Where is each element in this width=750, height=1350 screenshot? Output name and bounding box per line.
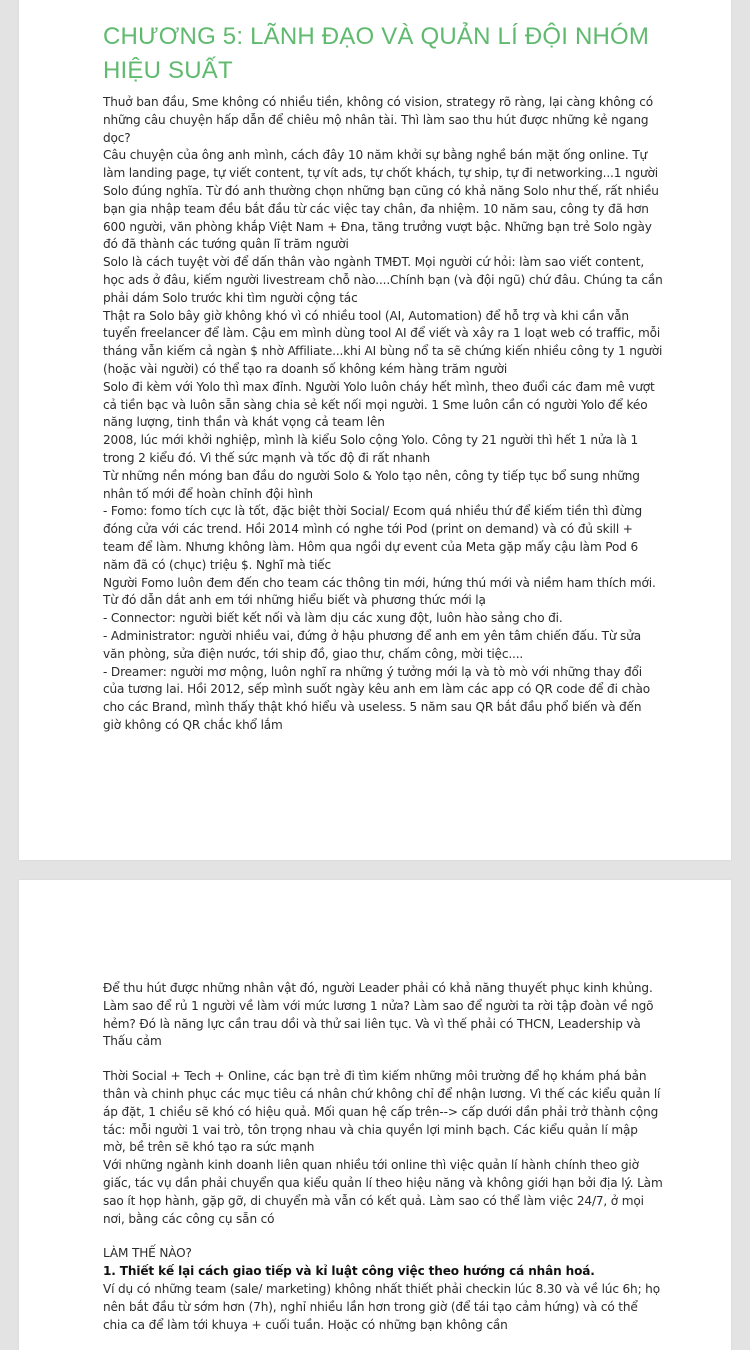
- paragraph-gap: [103, 1051, 663, 1068]
- page-2-content: [103, 980, 663, 1334]
- paragraph: Với những ngành kinh doanh liên quan nhiều tới online thì việc quản lí hành chính theo giờ giấc, tác vụ dần phải chuyển qua kiểu quản lí theo hiệu năng và không giới hạn bởi địa lý. Làm sao ít họp hành, gặp gỡ, di chuyển mà vẫn có kết quả. Làm sao có thể làm việc 24/7, ở mọi nơi, bằng các công cụ sẵn có: [103, 1158, 663, 1226]
- paragraph: Để thu hút được những nhân vật đó, người Leader phải có khả năng thuyết phục kinh khủng. Làm sao để rủ 1 người về làm với mức lương 1 nửa? Làm sao để người ta rời tập đoàn về ngõ hẻm? Đó là năng lực cần trau dồi và thử sai liên tục. Và vì thế phải có THCN, Leadership và Thấu cảm: [103, 981, 654, 1049]
- paragraph: Câu chuyện của ông anh mình, cách đây 10 năm khởi sự bằng nghề bán mặt ống online. Tự làm landing page, tự viết content, tự vít ads, tự chốt khách, tự ship, tự đi networking...1 người Solo đúng nghĩa. Từ đó anh thường chọn những bạn cũng có khả năng Solo như thế, rất nhiều bạn gia nhập team đều bắt đầu từ các việc tay chân, đa nhiệm. 10 năm sau, công ty đã hơn 600 người, văn phòng khắp Việt Nam + Đna, tăng trưởng vượt bậc. Những bạn trẻ Solo ngày đó đã thành các tướng quân lĩ trăm người: [103, 148, 659, 252]
- paragraph: Solo là cách tuyệt vời để dấn thân vào ngành TMĐT. Mọi người cứ hỏi: làm sao viết content, học ads ở đâu, kiếm người livestream chỗ nào....Chính bạn (và đội ngũ) chứ đâu. Chúng ta cần phải dám Solo trước khi tìm người cộng tác: [103, 255, 663, 305]
- paragraph: - Fomo: fomo tích cực là tốt, đặc biệt thời Social/ Ecom quá nhiều thứ để kiếm tiền thì đừng đóng cửa với các trend. Hồi 2014 mình có nghe tới Pod (print on demand) và có đủ skill + team để làm. Nhưng không làm. Hôm qua ngồi dự event của Meta gặp mấy cậu làm Pod 6 năm đã có (chục) triệu $. Nghĩ mà tiếc: [103, 504, 642, 572]
- paragraph: Người Fomo luôn đem đến cho team các thông tin mới, hứng thú mới và niềm ham thích mới. Từ đó dẫn dắt anh em tới những hiểu biết và phương thức mới lạ: [103, 575, 656, 608]
- paragraph: - Administrator: người nhiều vai, đứng ở hậu phương để anh em yên tâm chiến đấu. Từ sửa văn phòng, sửa điện nước, tới ship đồ, giao thư, chấm công, mời tiệc....: [103, 628, 641, 661]
- section-label: LÀM THẾ NÀO?: [103, 1246, 192, 1261]
- paragraph-gap: [103, 1228, 663, 1245]
- page-1-content: [103, 20, 663, 735]
- document-page-2: [19, 880, 731, 1350]
- paragraph: Từ những nền móng ban đầu do người Solo & Yolo tạo nên, công ty tiếp tục bổ sung những nhân tố mới để hoàn chỉnh đội hình: [103, 468, 640, 501]
- paragraph: - Dreamer: người mơ mộng, luôn nghĩ ra những ý tưởng mới lạ và tò mò với những thay đổi của tương lai. Hồi 2012, sếp mình suốt ngày kêu anh em làm các app có QR code để đi chào cho các Brand, mình thấy thật khó hiểu và useless. 5 năm sau QR bắt đầu phổ biến và đến giờ không có QR chắc khổ lắm: [103, 664, 650, 732]
- paragraph: 2008, lúc mới khởi nghiệp, mình là kiểu Solo cộng Yolo. Công ty 21 người thì hết 1 nửa là 1 trong 2 kiểu đó. Vì thế sức mạnh và tốc độ đi rất nhanh: [103, 433, 639, 465]
- paragraph: Thật ra Solo bây giờ không khó vì có nhiều tool (AI, Automation) để hỗ trợ và khi cần vẫn tuyển freelancer để làm. Cậu em mình dùng tool AI để viết và xây ra 1 loạt web có traffic, mỗi tháng vẫn kiếm cả ngàn $ nhờ Affiliate...khi AI bùng nổ ta sẽ chứng kiến nhiều công ty 1 người (hoặc vài người) có thể tạo ra doanh số không kém hàng trăm người: [103, 308, 663, 376]
- paragraph: Thuở ban đầu, Sme không có nhiều tiền, không có vision, strategy rõ ràng, lại càng không có những câu chuyện hấp dẫn để chiêu mộ nhân tài. Thì làm sao thu hút được những kẻ ngang dọc?: [103, 95, 654, 145]
- section-heading: 1. Thiết kế lại cách giao tiếp và kỉ luật công việc theo hướng cá nhân hoá.: [103, 1264, 595, 1279]
- paragraph: - Connector: người biết kết nối và làm dịu các xung đột, luôn hào sảng cho đi.: [103, 611, 563, 626]
- document-page-1: [19, 0, 731, 860]
- paragraph: Ví dụ có những team (sale/ marketing) không nhất thiết phải checkin lúc 8.30 và về lúc 6h; họ nên bắt đầu từ sớm hơn (7h), nghỉ nhiều lần hơn trong giờ (để tái tạo cảm hứng) và có thể chia ca để làm tới khuya + cuối tuần. Hoặc có những bạn không cần: [103, 1281, 660, 1332]
- paragraph: Thời Social + Tech + Online, các bạn trẻ đi tìm kiếm những môi trường để họ khám phá bản thân và chinh phục các mục tiêu cá nhân chứ không chỉ để nhận lương. Vì thế các kiểu quản lí áp đặt, 1 chiều sẽ khó có hiệu quả. Mối quan hệ cấp trên--> cấp dưới dần phải trở thành cộng tác: mỗi người 1 vai trò, tôn trọng nhau và chia quyền lợi minh bạch. Các kiểu quản lí mập mờ, bề trên sẽ khó tạo ra sức mạnh: [103, 1069, 661, 1155]
- chapter-title: CHƯƠNG 5: LÃNH ĐẠO VÀ QUẢN LÍ ĐỘI NHÓM HIỆU SUẤT: [103, 23, 650, 84]
- paragraph: Solo đi kèm với Yolo thì max đỉnh. Người Yolo luôn cháy hết mình, theo đuổi các đam mê vượt cả tiền bạc và luôn sẵn sàng chia sẻ kết nối mọi người. 1 Sme luôn cần có người Yolo để kéo năng lượng, tinh thần và khát vọng cả team lên: [103, 379, 655, 430]
